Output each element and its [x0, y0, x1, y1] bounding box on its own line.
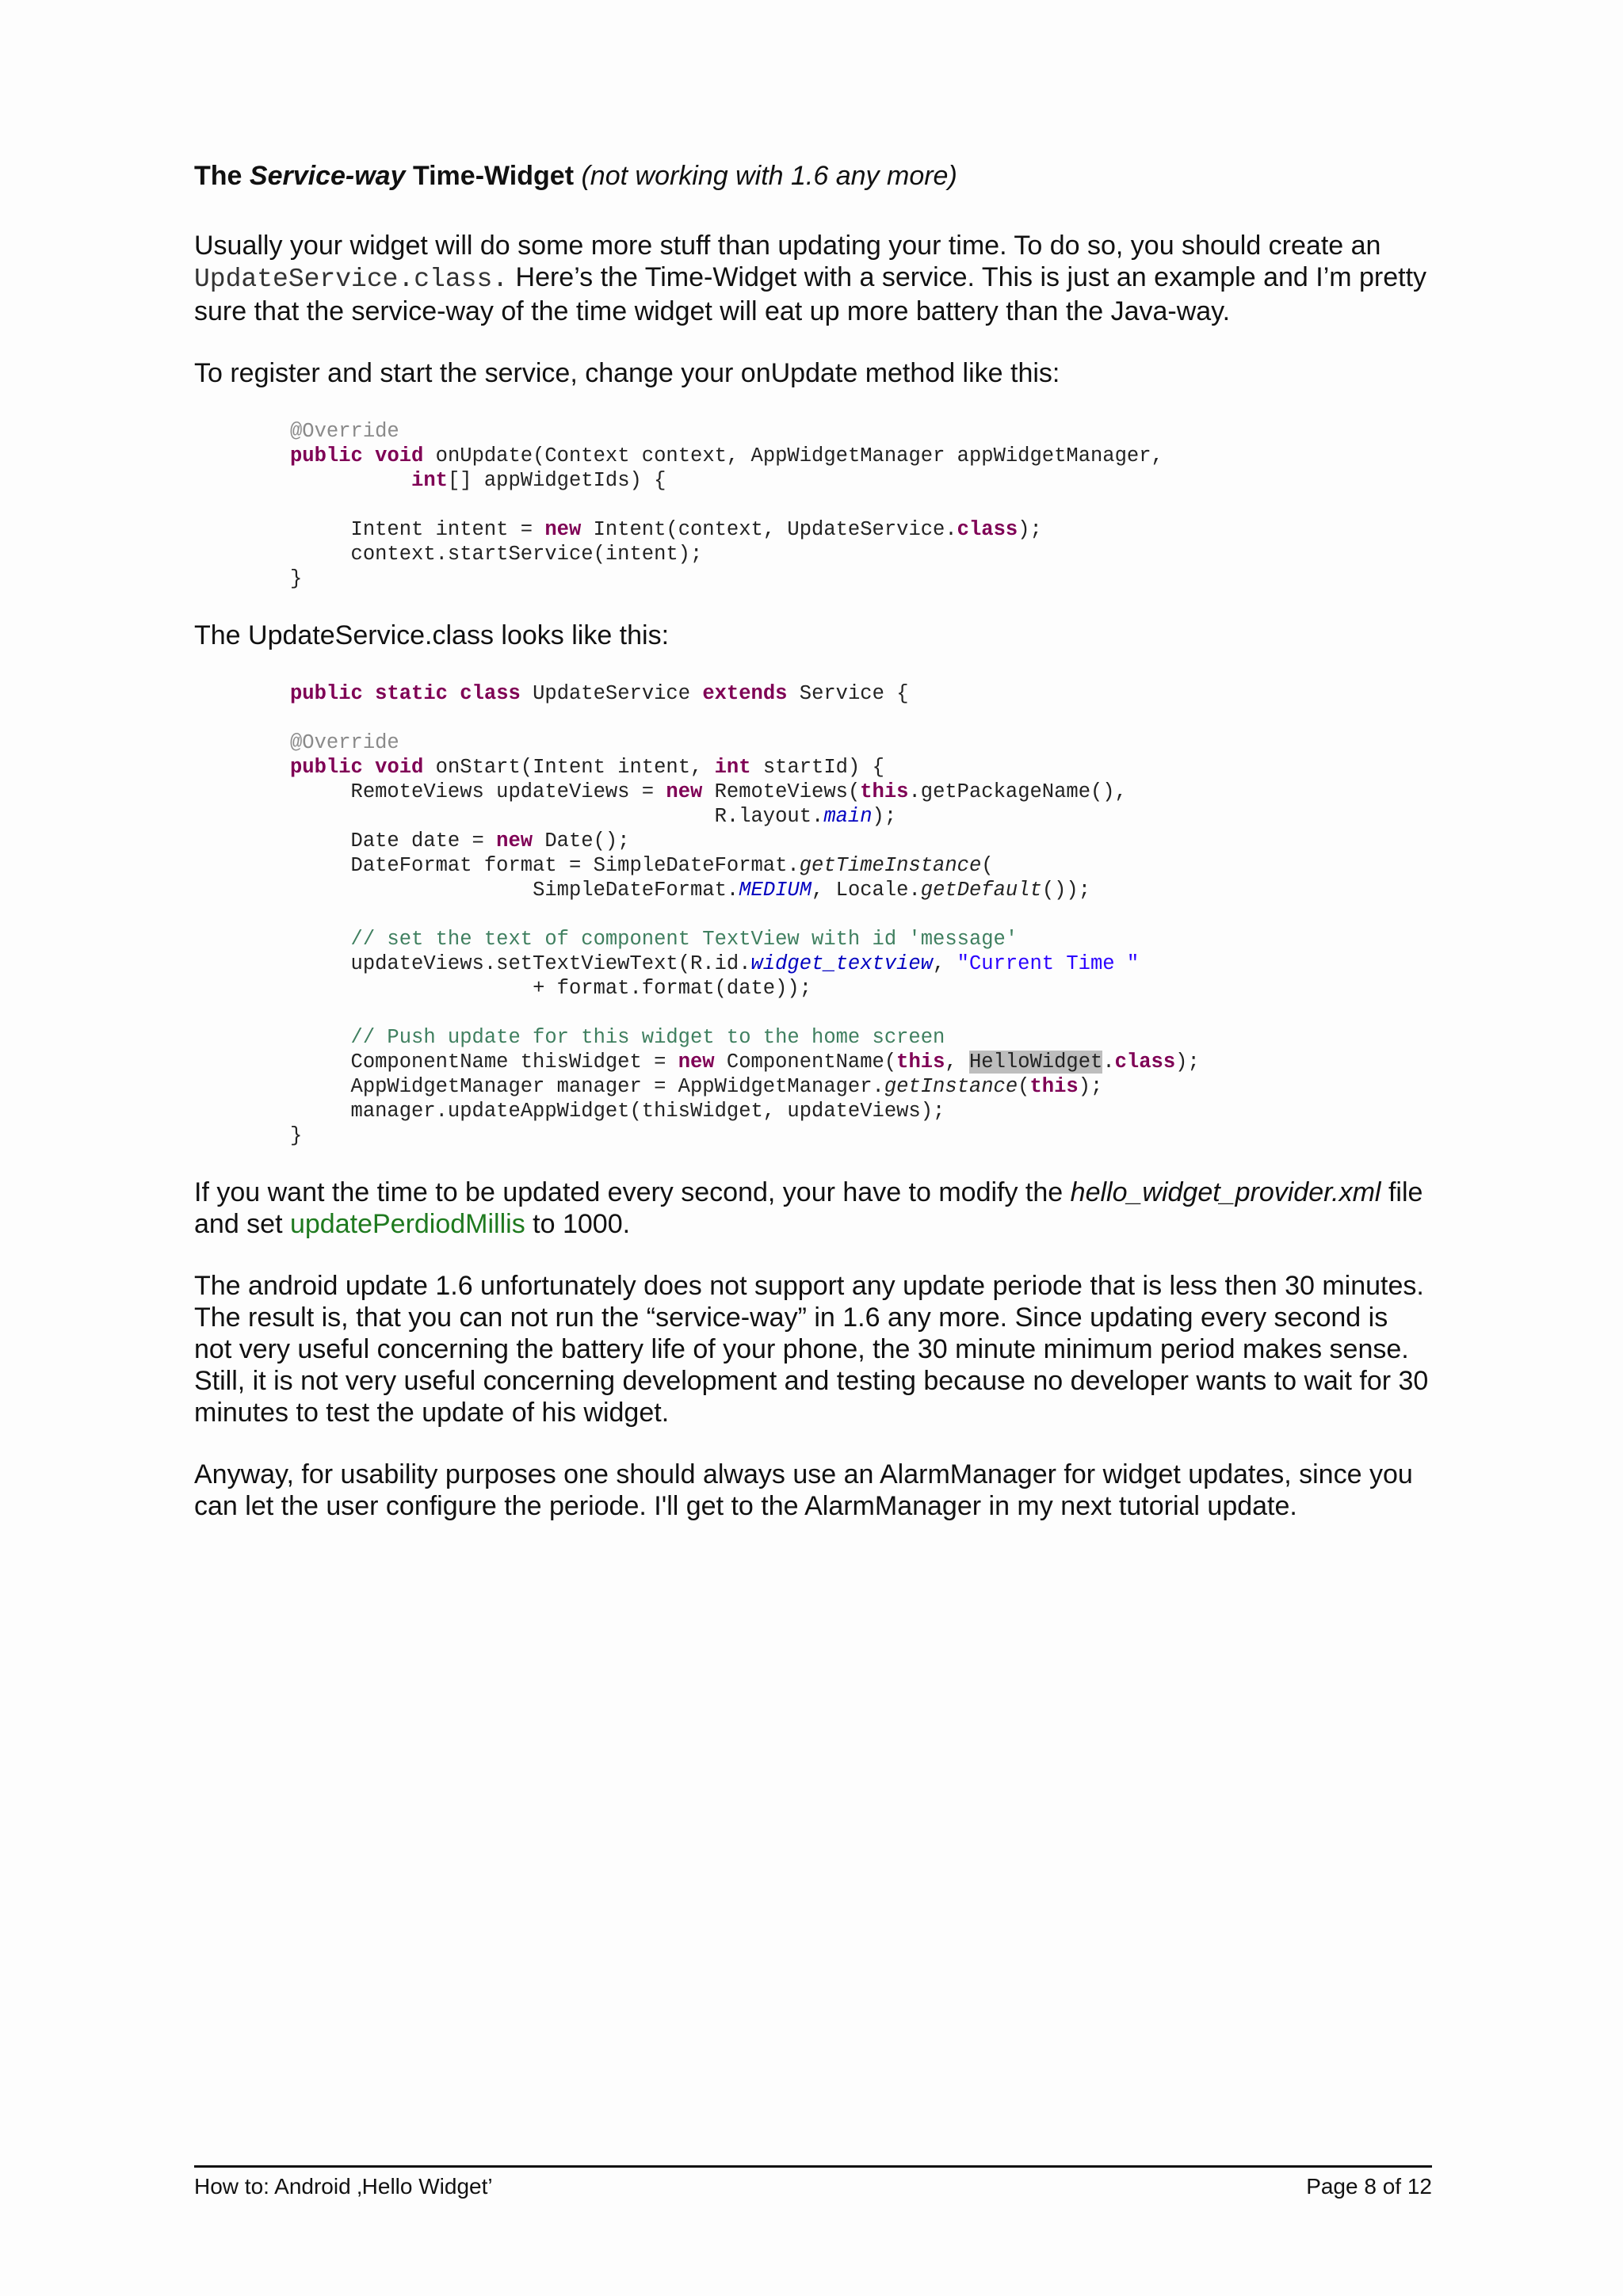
provider-file-name: hello_widget_provider.xml	[1070, 1177, 1381, 1207]
intro-inline-code: UpdateService.class.	[194, 265, 509, 294]
heading-italic: Service-way	[249, 161, 406, 191]
heading-note: (not working with 1.6 any more)	[574, 161, 957, 191]
footer-page-number: Page 8 of 12	[1306, 2174, 1432, 2199]
closing-paragraph-3: Anyway, for usability purposes one should always use an AlarmManager for widget updates, since you can let the user configure the periode. I'll get to the AlarmManager in my next tutorial update.	[194, 1459, 1413, 1521]
heading-suffix: Time-Widget	[405, 161, 575, 191]
update-attribute-name: updatePerdiodMillis	[289, 1209, 525, 1239]
closing-paragraph-2: The android update 1.6 unfortunately does not support any update periode that is less then 30 minutes. The result is, that you can not run the “service-way” in 1.6 any more. Since updating every second is not very useful concerning the battery life of your phone, the 30 minute minimum period makes sense. Still, it is not very useful concerning development and testing because no developer wants to wait for 30 minutes to test the update of his widget.	[194, 1271, 1429, 1428]
code-block-updateservice: public static class UpdateService extends Service { @Override public void onStart(Intent intent, int startId) { RemoteViews updateViews = new RemoteViews(this.getPackageName(), R.layout.main); Date date = new Date(); DateFormat format = SimpleDateFormat.getTimeInstance( SimpleDateFormat.MEDIUM, Locale.getDefault()); // set the text of component TextView with id 'message' updateViews.setTextViewText(R.id.widget_textview, "Current Time " + format.format(date)); // Push update for this widget to the home screen ComponentName thisWidget = new ComponentName(this, HelloWidget.class); AppWidgetManager manager = AppWidgetManager.getInstance(this); manager.updateAppWidget(thisWidget, updateViews); }	[290, 682, 1200, 1147]
register-paragraph: To register and start the service, change your onUpdate method like this:	[194, 358, 1060, 388]
intro-text-1: Usually your widget will do some more stuff than updating your time. To do so, you should create an	[194, 231, 1381, 261]
footer-title: How to: Android ‚Hello Widget’	[194, 2174, 493, 2199]
page-footer	[194, 2165, 1432, 2201]
intro-text-2: Here’s the Time-Widget with a service. This is just an example and I’m pretty sure that the service-way of the time widget will eat up more battery than the Java-way.	[194, 262, 1427, 326]
heading-prefix: The	[194, 161, 250, 191]
code-block-onupdate: @Override public void onUpdate(Context context, AppWidgetManager appWidgetManager, int[] appWidgetIds) { Intent intent = new Intent(context, UpdateService.class); context.startService(intent); }	[290, 420, 1163, 590]
document-page	[194, 158, 1432, 1552]
updateservice-paragraph: The UpdateService.class looks like this:	[194, 620, 670, 650]
section-heading	[194, 158, 1432, 193]
intro-paragraph	[194, 230, 1432, 327]
closing-paragraph-1: If you want the time to be updated every second, your have to modify the hello_widget_provider.xml file and set updatePerdiodMillis to 1000.	[194, 1177, 1423, 1239]
